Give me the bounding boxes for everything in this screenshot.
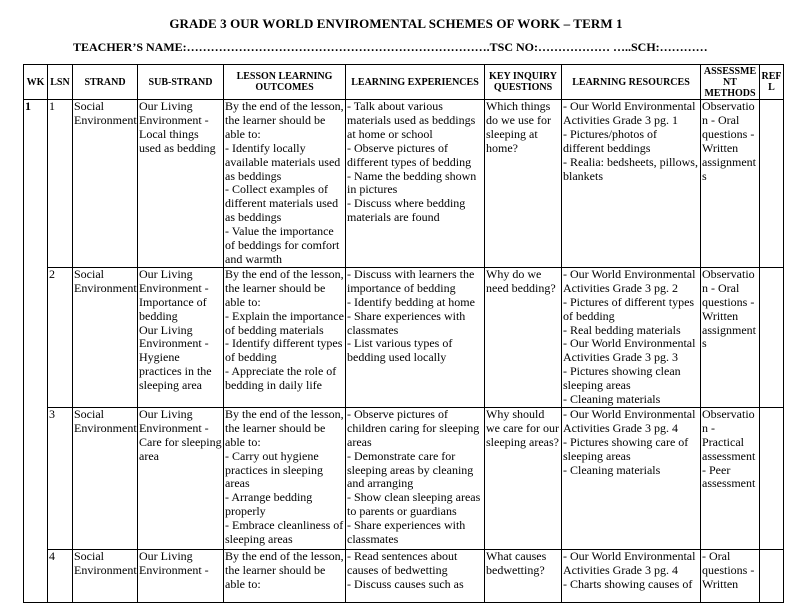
inquiry-cell [485, 100, 562, 268]
teacher-info-line: TEACHER’S NAME:………………………………………………………………….TSC NO:……………… …..SCH:………… [73, 40, 708, 54]
header-lsn: LSN [48, 65, 73, 100]
cell-line: - Carry out hygiene [225, 448, 319, 463]
cell-line: importance of bedding [347, 280, 456, 295]
table-row [24, 549, 784, 602]
cell-line: home? [486, 140, 518, 155]
cell-line: By the end of the lesson, [225, 549, 344, 563]
cell-line: Social [74, 99, 104, 113]
cell-line: - Talk about various [347, 99, 443, 113]
cell-line: Written [702, 140, 739, 155]
experiences-cell [346, 549, 485, 602]
cell-line: n - Oral [702, 280, 740, 295]
cell-line: Environment [74, 280, 137, 295]
cell-line: Importance of [139, 294, 207, 309]
cell-line: Practical [702, 434, 744, 449]
cell-line: - Value the importance [225, 224, 334, 239]
cell-line: assessment [702, 476, 756, 491]
outcomes-cell [224, 100, 346, 268]
cell-line: practices in the [139, 364, 212, 379]
cell-line: properly [225, 504, 266, 519]
cell-line: - Arrange bedding [225, 490, 313, 505]
cell-line: Written [702, 308, 739, 323]
cell-line: the learner should be [225, 562, 326, 577]
cell-line: - Read sentences about [347, 549, 458, 563]
cell-line: different materials used [225, 196, 339, 211]
experiences-cell [346, 100, 485, 268]
cell-line: practices in sleeping [225, 462, 323, 477]
assessment-cell [701, 267, 760, 407]
cell-line: able to: [225, 294, 261, 309]
cell-line: Environment - [139, 420, 209, 435]
cell-line: classmates [347, 532, 399, 547]
inquiry-cell [485, 267, 562, 407]
cell-line: bedding in daily life [225, 378, 322, 393]
cell-line: - Realia: bedsheets, pillows, [563, 154, 698, 169]
cell-line: children caring for sleeping [347, 420, 480, 435]
cell-line: Our Living [139, 99, 193, 113]
cell-line: in pictures [347, 182, 398, 197]
sub-strand-cell [138, 267, 224, 407]
header-inquiry: KEY INQUIRY QUESTIONS [485, 65, 562, 100]
cell-line: - Show clean sleeping areas [347, 490, 481, 505]
reflection-cell [760, 100, 784, 268]
cell-line: Environment [74, 112, 137, 127]
cell-line: Which things [486, 99, 551, 113]
cell-line: Social [74, 549, 104, 563]
resources-cell [562, 407, 701, 549]
outcomes-cell [224, 267, 346, 407]
cell-line: at home or school [347, 126, 433, 141]
cell-line: bedding used locally [347, 350, 447, 365]
table-row [24, 100, 784, 268]
cell-line: as beddings [225, 168, 282, 183]
table-body [24, 100, 784, 603]
cell-line: the learner should be [225, 112, 326, 127]
cell-line: Activities Grade 3 pg. 3 [563, 350, 678, 365]
sub-strand-cell [138, 407, 224, 549]
resources-cell [562, 100, 701, 268]
header-sub-strand: SUB-STRAND [138, 65, 224, 100]
strand-cell [73, 267, 138, 407]
cell-line: - Pictures showing care of [563, 434, 689, 449]
cell-line: area [139, 448, 159, 463]
cell-line: Observatio [702, 99, 755, 113]
cell-line: - Identify different types [225, 336, 343, 351]
cell-line: the learner should be [225, 420, 326, 435]
cell-line: By the end of the lesson, [225, 407, 344, 421]
strand-cell [73, 407, 138, 549]
reflection-cell [760, 267, 784, 407]
experiences-cell [346, 407, 485, 549]
cell-line: assignment [702, 154, 756, 169]
cell-line: - Explain the importance [225, 308, 344, 323]
cell-line: sleeping areas [225, 532, 293, 547]
cell-line: Social [74, 267, 104, 281]
cell-line: areas [347, 434, 372, 449]
cell-line: classmates [347, 322, 399, 337]
cell-line: - Name the bedding shown [347, 168, 477, 183]
cell-line: n - [702, 420, 715, 435]
assessment-cell [701, 100, 760, 268]
cell-line: questions - [702, 126, 755, 141]
assessment-cell [701, 549, 760, 602]
cell-line: - Embrace cleanliness of [225, 518, 344, 533]
cell-line: - Observe pictures of [347, 407, 448, 421]
reflection-cell [760, 407, 784, 549]
cell-line: able to: [225, 126, 261, 141]
cell-line: bedwetting? [486, 562, 545, 577]
cell-line: different beddings [563, 140, 651, 155]
cell-line: - Oral [702, 549, 731, 563]
cell-line: - Our World Environmental [563, 407, 696, 421]
cell-line: Environment - [139, 112, 209, 127]
cell-line: and warmth [225, 251, 282, 266]
cell-line: materials used as beddings [347, 112, 476, 127]
resources-cell [562, 267, 701, 407]
cell-line: questions - [702, 562, 755, 577]
cell-line: used as bedding [139, 140, 216, 155]
cell-line: What causes [486, 549, 547, 563]
cell-line: of beddings for comfort [225, 238, 340, 253]
lesson-number-cell: 2 [48, 267, 73, 407]
header-assessment: ASSESSME NT METHODS [701, 65, 760, 100]
cell-line: Environment - [139, 280, 209, 295]
lesson-number-cell: 4 [48, 549, 73, 602]
header-row [24, 65, 784, 100]
experiences-cell [346, 267, 485, 407]
cell-line: different types of bedding [347, 154, 472, 169]
cell-line: - Identify locally [225, 140, 306, 155]
cell-line: Why should [486, 407, 545, 421]
table-row [24, 267, 784, 407]
cell-line: questions - [702, 294, 755, 309]
inquiry-cell [485, 407, 562, 549]
cell-line: Care for sleeping [139, 434, 222, 449]
cell-line: - Peer [702, 462, 731, 477]
cell-line: - Our World Environmental [563, 99, 696, 113]
cell-line: causes of bedwetting [347, 562, 448, 577]
cell-line: - Appreciate the role of [225, 364, 337, 379]
header-experiences: LEARNING EXPERIENCES [346, 65, 485, 100]
cell-line: blankets [563, 168, 603, 183]
cell-line: Our Living [139, 267, 193, 281]
cell-line: - Our World Environmental [563, 336, 696, 351]
cell-line: Written [702, 576, 739, 591]
cell-line: materials are found [347, 210, 440, 225]
cell-line: and arranging [347, 476, 414, 491]
cell-line: Observatio [702, 407, 755, 421]
cell-line: able to: [225, 434, 261, 449]
assessment-cell [701, 407, 760, 549]
cell-line: - Real bedding materials [563, 322, 681, 337]
header-refl: REF L [760, 65, 784, 100]
lesson-number-cell: 3 [48, 407, 73, 549]
cell-line: bedding [139, 308, 178, 323]
cell-line: - Cleaning materials [563, 462, 661, 477]
cell-line: sleeping areas [563, 378, 631, 393]
cell-line: Activities Grade 3 pg. 4 [563, 420, 678, 435]
lesson-number-cell: 1 [48, 100, 73, 268]
strand-cell [73, 549, 138, 602]
header-wk: WK [24, 65, 48, 100]
table-row [24, 407, 784, 549]
cell-line: Activities Grade 3 pg. 4 [563, 562, 678, 577]
cell-line: do we use for [486, 112, 551, 127]
cell-line: Environment - [139, 336, 209, 351]
cell-line: Social [74, 407, 104, 421]
cell-line: sleeping at [486, 126, 538, 141]
cell-line: Why do we [486, 267, 542, 281]
cell-line: Environment - [139, 562, 209, 577]
cell-line: Environment [74, 420, 137, 435]
cell-line: Environment [74, 562, 137, 577]
cell-line: - Pictures/photos of [563, 126, 657, 141]
sub-strand-cell [138, 100, 224, 268]
scheme-of-work-table [23, 64, 784, 603]
cell-line: of bedding [563, 308, 615, 323]
cell-line: - Discuss with learners the [347, 267, 475, 281]
reflection-cell [760, 549, 784, 602]
cell-line: - Demonstrate care for [347, 448, 456, 463]
cell-line: s [702, 336, 707, 351]
cell-line: - Share experiences with [347, 308, 466, 323]
cell-line: as beddings [225, 210, 282, 225]
cell-line: Hygiene [139, 350, 180, 365]
cell-line: areas [225, 476, 250, 491]
sub-strand-cell [138, 549, 224, 602]
outcomes-cell [224, 549, 346, 602]
week-cell: 1 [24, 100, 48, 603]
cell-line: - Cleaning materials [563, 392, 661, 407]
cell-line: - Discuss where bedding [347, 196, 466, 211]
cell-line: Activities Grade 3 pg. 1 [563, 112, 678, 127]
cell-line: Our Living [139, 322, 193, 337]
document-title: GRADE 3 OUR WORLD ENVIROMENTAL SCHEMES OF WORK – TERM 1 [169, 16, 623, 31]
cell-line: - Pictures showing clean [563, 364, 681, 379]
outcomes-cell [224, 407, 346, 549]
cell-line: sleeping area [139, 378, 202, 393]
cell-line: - Identify bedding at home [347, 294, 475, 309]
cell-line: Local things [139, 126, 199, 141]
cell-line: sleeping areas by cleaning [347, 462, 474, 477]
cell-line: - Charts showing causes of [563, 576, 693, 591]
inquiry-cell [485, 549, 562, 602]
cell-line: - Share experiences with [347, 518, 466, 533]
header-resources: LEARNING RESOURCES [562, 65, 701, 100]
cell-line: By the end of the lesson, [225, 99, 344, 113]
cell-line: - Our World Environmental [563, 267, 696, 281]
cell-line: Activities Grade 3 pg. 2 [563, 280, 678, 295]
cell-line: - Observe pictures of [347, 140, 448, 155]
header-outcomes: LESSON LEARNING OUTCOMES [224, 65, 346, 100]
cell-line: - List various types of [347, 336, 453, 351]
cell-line: assignment [702, 322, 756, 337]
cell-line: available materials used [225, 154, 341, 169]
cell-line: Our Living [139, 407, 193, 421]
cell-line: n - Oral [702, 112, 740, 127]
resources-cell [562, 549, 701, 602]
cell-line: of bedding [225, 350, 277, 365]
cell-line: - Discuss causes such as [347, 576, 464, 591]
cell-line: Our Living [139, 549, 193, 563]
cell-line: sleeping areas [563, 448, 631, 463]
cell-line: - Pictures of different types [563, 294, 695, 309]
header-strand: STRAND [73, 65, 138, 100]
cell-line: - Our World Environmental [563, 549, 696, 563]
cell-line: assessment [702, 448, 756, 463]
cell-line: to parents or guardians [347, 504, 457, 519]
cell-line: Observatio [702, 267, 755, 281]
cell-line: s [702, 168, 707, 183]
cell-line: sleeping areas? [486, 434, 559, 449]
cell-line: the learner should be [225, 280, 326, 295]
cell-line: able to: [225, 576, 261, 591]
cell-line: need bedding? [486, 280, 556, 295]
cell-line: - Collect examples of [225, 182, 328, 197]
cell-line: of bedding materials [225, 322, 324, 337]
cell-line: we care for our [486, 420, 559, 435]
cell-line: By the end of the lesson, [225, 267, 344, 281]
strand-cell [73, 100, 138, 268]
